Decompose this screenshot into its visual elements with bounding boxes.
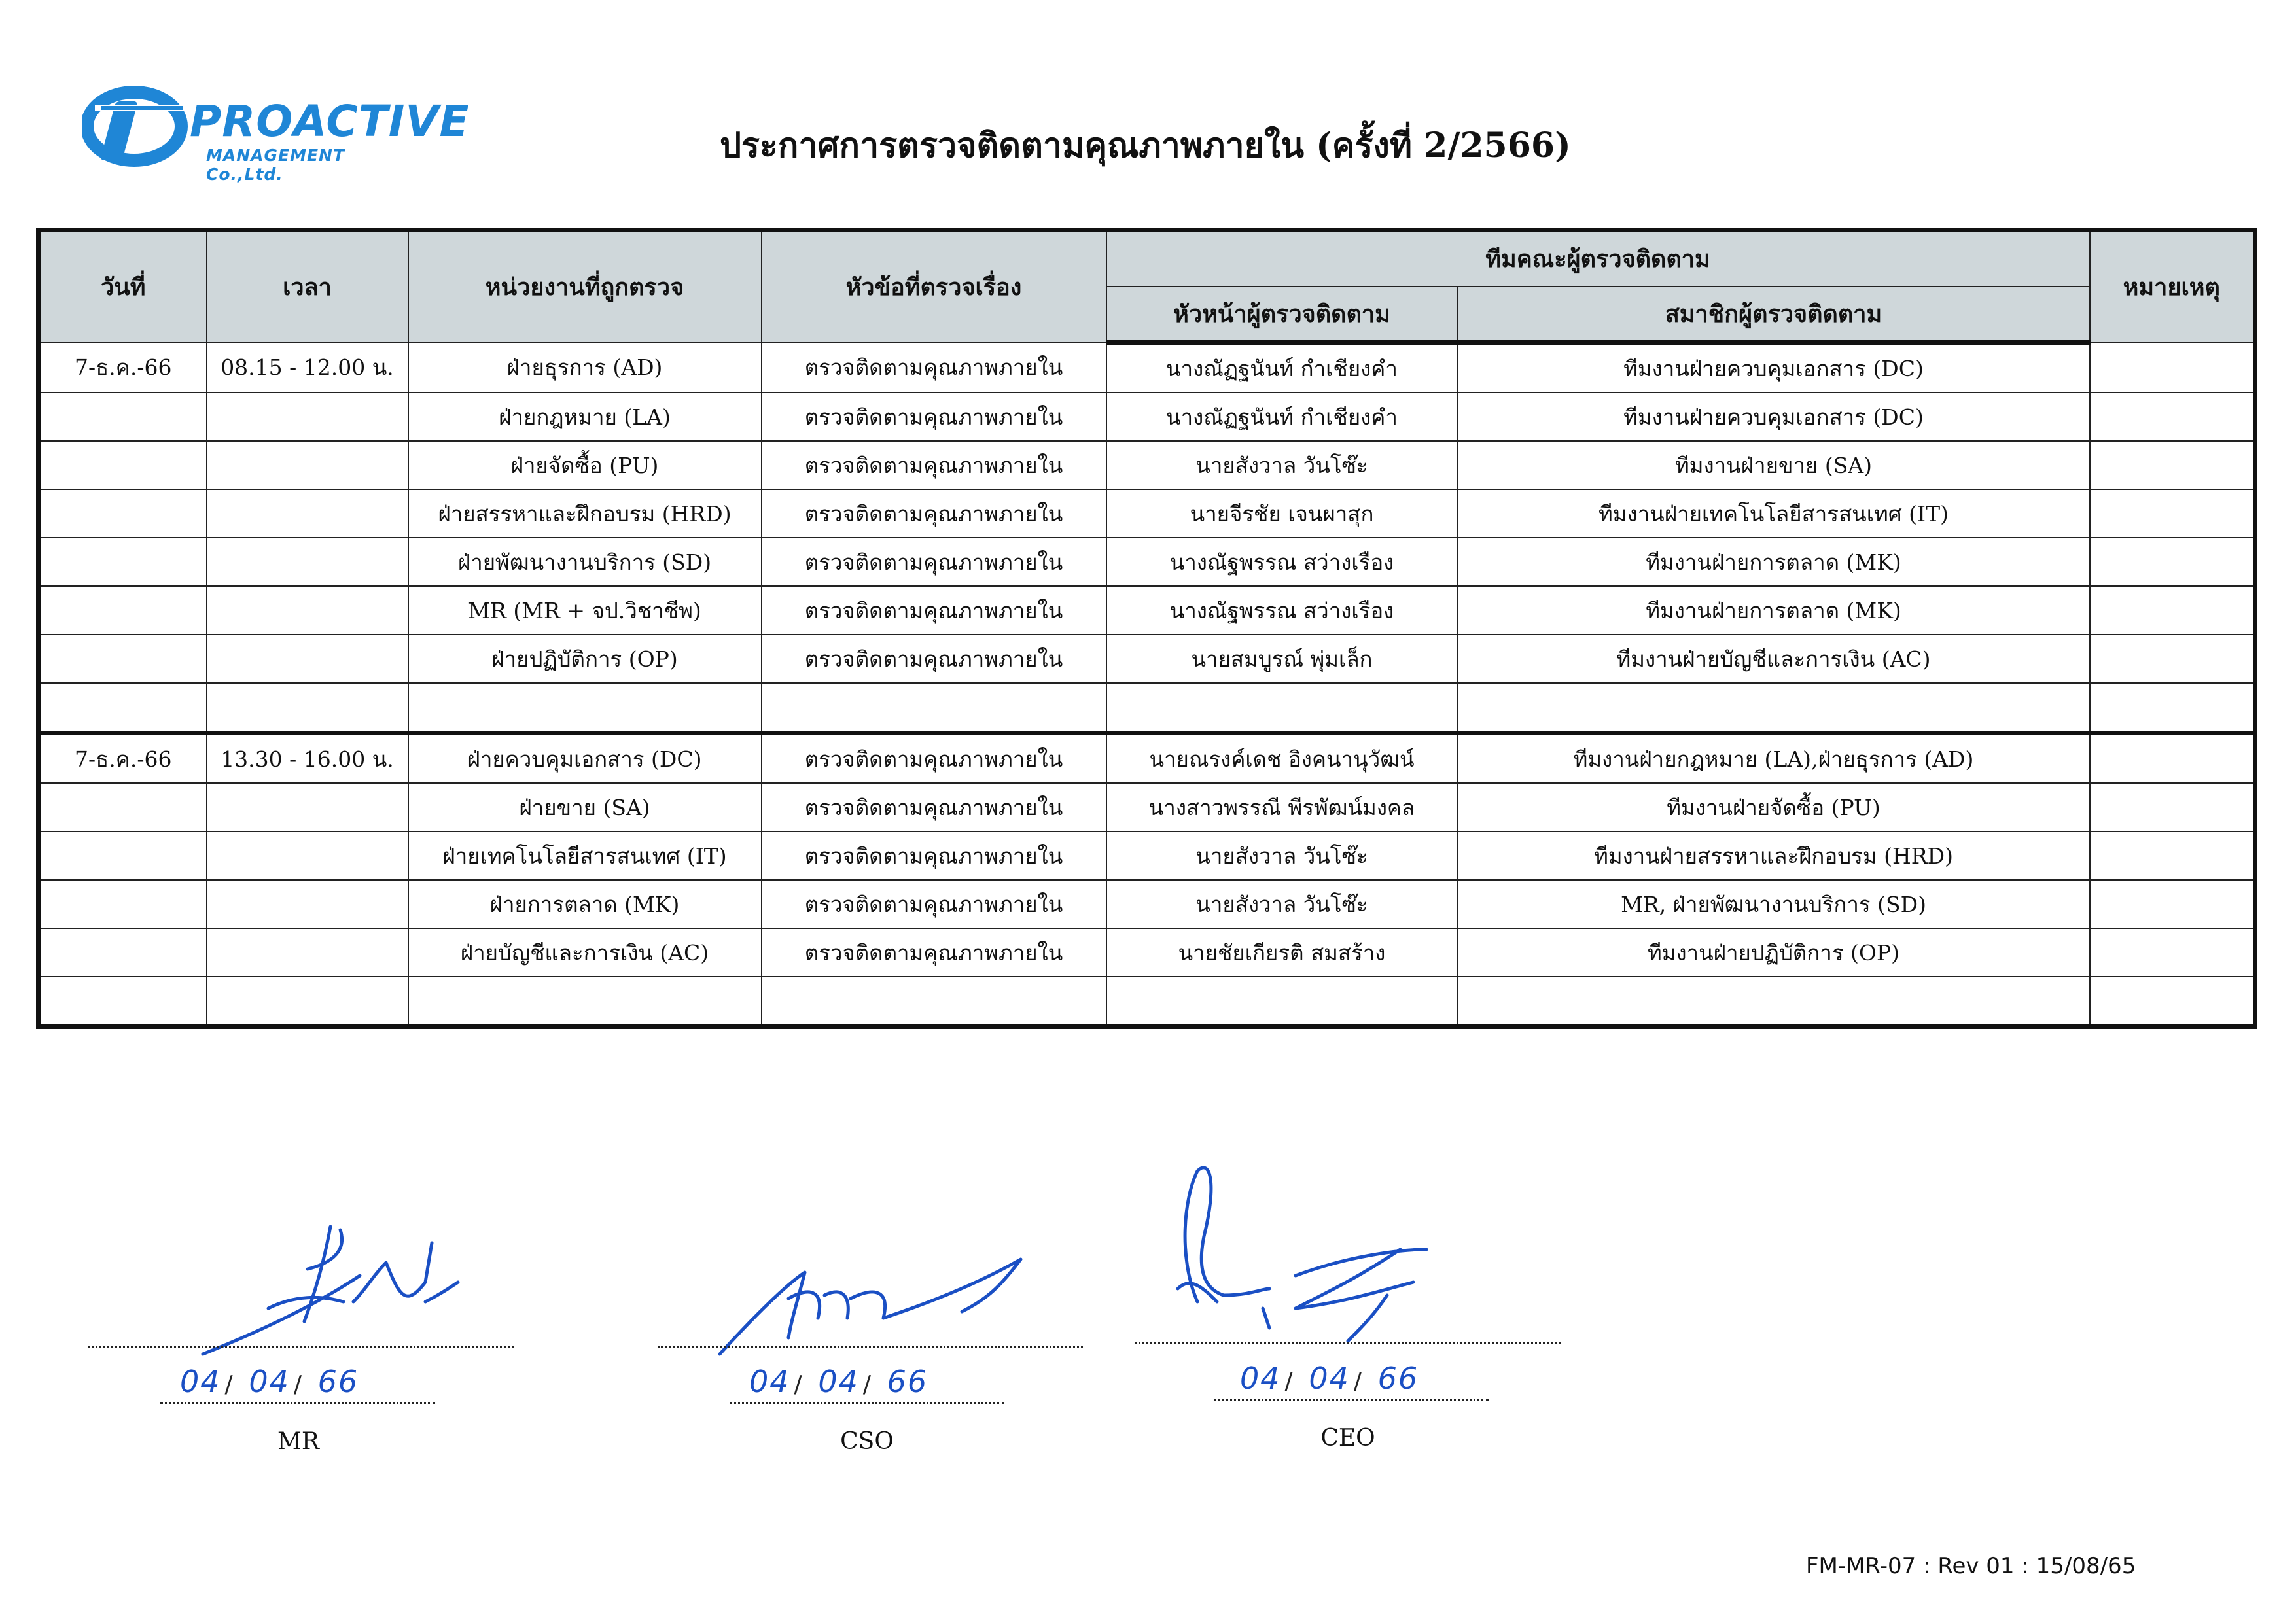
cell-team-members — [1458, 683, 2090, 733]
cell-topic: ตรวจติดตามคุณภาพภายใน — [762, 538, 1106, 586]
table-row — [39, 783, 2255, 831]
cell-topic — [762, 977, 1106, 1027]
table-row — [39, 880, 2255, 928]
cell-unit: ฝ่ายปฏิบัติการ (OP) — [408, 635, 762, 683]
date-ceo-year: 66 — [1377, 1361, 1419, 1396]
cell-time — [207, 586, 408, 635]
cell-date — [39, 928, 207, 977]
header-unit: หน่วยงานที่ถูกตรวจ — [408, 230, 762, 343]
date-separator: / — [862, 1371, 872, 1398]
date-cso-month: 04 — [818, 1364, 859, 1399]
cell-topic: ตรวจติดตามคุณภาพภายใน — [762, 489, 1106, 538]
cell-time — [207, 635, 408, 683]
cell-unit — [408, 977, 762, 1027]
date-separator: / — [293, 1371, 303, 1398]
cell-team-members: ทีมงานฝ่ายบัญชีและการเงิน (AC) — [1458, 635, 2090, 683]
cell-lead-auditor: นายชัยเกียรติ สมสร้าง — [1106, 928, 1458, 977]
table-row — [39, 393, 2255, 441]
cell-time: 13.30 - 16.00 น. — [207, 733, 408, 784]
cell-topic: ตรวจติดตามคุณภาพภายใน — [762, 783, 1106, 831]
cell-team-members: ทีมงานฝ่ายการตลาด (MK) — [1458, 586, 2090, 635]
table-row — [39, 733, 2255, 784]
cell-time — [207, 831, 408, 880]
cell-topic — [762, 683, 1106, 733]
cell-remark — [2090, 880, 2255, 928]
signature-line-cso — [658, 1346, 1083, 1348]
cell-remark — [2090, 928, 2255, 977]
header-date: วันที่ — [39, 230, 207, 343]
cell-date — [39, 586, 207, 635]
cell-team-members: ทีมงานฝ่ายเทคโนโลยีสารสนเทศ (IT) — [1458, 489, 2090, 538]
date-separator: / — [1353, 1368, 1363, 1395]
handwritten-signature-ceo — [1165, 1158, 1466, 1354]
cell-team-members: ทีมงานฝ่ายการตลาด (MK) — [1458, 538, 2090, 586]
cell-unit: ฝ่ายบัญชีและการเงิน (AC) — [408, 928, 762, 977]
cell-remark — [2090, 783, 2255, 831]
cell-team-members: ทีมงานฝ่ายกฎหมาย (LA),ฝ่ายธุรการ (AD) — [1458, 733, 2090, 784]
cell-lead-auditor: นางณัฐพรรณ สว่างเรือง — [1106, 538, 1458, 586]
cell-date — [39, 538, 207, 586]
cell-date — [39, 635, 207, 683]
cell-team-members: ทีมงานฝ่ายปฏิบัติการ (OP) — [1458, 928, 2090, 977]
cell-team-members — [1458, 977, 2090, 1027]
audit-schedule-table — [36, 228, 2257, 1029]
cell-remark — [2090, 343, 2255, 393]
date-ceo — [1240, 1361, 1419, 1396]
header-topic: หัวข้อที่ตรวจเรื่อง — [762, 230, 1106, 343]
table-row — [39, 831, 2255, 880]
cell-remark — [2090, 441, 2255, 489]
signature-line-mr — [88, 1346, 514, 1348]
cell-unit: ฝ่ายขาย (SA) — [408, 783, 762, 831]
signature-cso — [713, 1246, 1027, 1357]
date-cso-day: 04 — [749, 1364, 790, 1399]
handwritten-signature-mr — [190, 1223, 465, 1361]
cell-lead-auditor: นายสังวาล วันโซ๊ะ — [1106, 831, 1458, 880]
cell-time — [207, 538, 408, 586]
table-row — [39, 635, 2255, 683]
cell-time — [207, 928, 408, 977]
date-separator: / — [224, 1371, 234, 1398]
cell-date — [39, 489, 207, 538]
cell-team-members: ทีมงานฝ่ายสรรหาและฝึกอบรม (HRD) — [1458, 831, 2090, 880]
cell-unit: ฝ่ายสรรหาและฝึกอบรม (HRD) — [408, 489, 762, 538]
table-row — [39, 683, 2255, 733]
cell-date — [39, 831, 207, 880]
header-audit-team: ทีมคณะผู้ตรวจติดตาม — [1106, 230, 2090, 287]
table-row — [39, 489, 2255, 538]
date-mr-year: 66 — [317, 1364, 359, 1399]
cell-lead-auditor: นางณัฏฐนันท์ กำเชียงคำ — [1106, 393, 1458, 441]
cell-date: 7-ธ.ค.-66 — [39, 343, 207, 393]
table-row — [39, 977, 2255, 1027]
cell-topic: ตรวจติดตามคุณภาพภายใน — [762, 393, 1106, 441]
logo-name: PROACTIVE — [190, 96, 470, 147]
cell-date — [39, 393, 207, 441]
cell-unit — [408, 683, 762, 733]
cell-lead-auditor — [1106, 977, 1458, 1027]
cell-topic: ตรวจติดตามคุณภาพภายใน — [762, 733, 1106, 784]
table-row — [39, 343, 2255, 393]
cell-unit: ฝ่ายจัดซื้อ (PU) — [408, 441, 762, 489]
signature-mr — [190, 1223, 465, 1361]
role-mr: MR — [277, 1428, 319, 1455]
date-mr — [180, 1364, 359, 1399]
cell-unit: ฝ่ายควบคุมเอกสาร (DC) — [408, 733, 762, 784]
cell-unit: MR (MR + จป.วิชาชีพ) — [408, 586, 762, 635]
cell-team-members: MR, ฝ่ายพัฒนางานบริการ (SD) — [1458, 880, 2090, 928]
cell-lead-auditor: นางสาวพรรณี พีรพัฒน์มงคล — [1106, 783, 1458, 831]
cell-topic: ตรวจติดตามคุณภาพภายใน — [762, 586, 1106, 635]
cell-unit: ฝ่ายเทคโนโลยีสารสนเทศ (IT) — [408, 831, 762, 880]
table-row — [39, 441, 2255, 489]
signature-ceo — [1165, 1158, 1466, 1354]
handwritten-signature-cso — [713, 1246, 1027, 1357]
cell-lead-auditor — [1106, 683, 1458, 733]
cell-date: 7-ธ.ค.-66 — [39, 733, 207, 784]
cell-time — [207, 683, 408, 733]
cell-time — [207, 977, 408, 1027]
table-row — [39, 586, 2255, 635]
cell-lead-auditor: นายสังวาล วันโซ๊ะ — [1106, 880, 1458, 928]
cell-team-members: ทีมงานฝ่ายควบคุมเอกสาร (DC) — [1458, 343, 2090, 393]
cell-lead-auditor: นางณัฏฐนันท์ กำเชียงคำ — [1106, 343, 1458, 393]
date-line-cso — [730, 1402, 1004, 1404]
date-line-ceo — [1214, 1399, 1489, 1401]
cell-remark — [2090, 831, 2255, 880]
logo-subtitle: MANAGEMENT Co.,Ltd. — [206, 146, 345, 184]
cell-unit: ฝ่ายธุรการ (AD) — [408, 343, 762, 393]
cell-time — [207, 441, 408, 489]
cell-time: 08.15 - 12.00 น. — [207, 343, 408, 393]
cell-topic: ตรวจติดตามคุณภาพภายใน — [762, 928, 1106, 977]
cell-date — [39, 880, 207, 928]
role-cso: CSO — [840, 1428, 894, 1455]
header-remark: หมายเหตุ — [2090, 230, 2255, 343]
cell-lead-auditor: นางณัฐพรรณ สว่างเรือง — [1106, 586, 1458, 635]
cell-topic: ตรวจติดตามคุณภาพภายใน — [762, 880, 1106, 928]
cell-date — [39, 683, 207, 733]
cell-date — [39, 783, 207, 831]
cell-time — [207, 393, 408, 441]
date-cso-year: 66 — [887, 1364, 928, 1399]
cell-remark — [2090, 683, 2255, 733]
date-separator: / — [794, 1371, 804, 1398]
proactive-logo-icon — [82, 82, 193, 170]
cell-unit: ฝ่ายกฎหมาย (LA) — [408, 393, 762, 441]
date-separator: / — [1284, 1368, 1294, 1395]
cell-time — [207, 783, 408, 831]
cell-topic: ตรวจติดตามคุณภาพภายใน — [762, 635, 1106, 683]
page-title: ประกาศการตรวจติดตามคุณภาพภายใน (ครั้งที่ 2/2566) — [720, 126, 1571, 166]
signature-line-ceo — [1135, 1342, 1561, 1344]
form-code: FM-MR-07 : Rev 01 : 15/08/65 — [1806, 1553, 2136, 1579]
cell-date — [39, 441, 207, 489]
cell-remark — [2090, 586, 2255, 635]
cell-time — [207, 880, 408, 928]
company-logo — [82, 82, 470, 184]
date-mr-month: 04 — [249, 1364, 290, 1399]
header-team-members: สมาชิกผู้ตรวจติดตาม — [1458, 287, 2090, 343]
cell-lead-auditor: นายจีรชัย เจนผาสุก — [1106, 489, 1458, 538]
table-row — [39, 538, 2255, 586]
cell-time — [207, 489, 408, 538]
date-line-mr — [160, 1402, 435, 1404]
date-cso — [749, 1364, 928, 1399]
cell-topic: ตรวจติดตามคุณภาพภายใน — [762, 441, 1106, 489]
cell-lead-auditor: นายณรงค์เดช อิงคนานุวัฒน์ — [1106, 733, 1458, 784]
cell-remark — [2090, 635, 2255, 683]
date-ceo-day: 04 — [1240, 1361, 1281, 1396]
cell-unit: ฝ่ายการตลาด (MK) — [408, 880, 762, 928]
schedule-rows — [39, 343, 2255, 1027]
cell-team-members: ทีมงานฝ่ายจัดซื้อ (PU) — [1458, 783, 2090, 831]
cell-topic: ตรวจติดตามคุณภาพภายใน — [762, 343, 1106, 393]
cell-unit: ฝ่ายพัฒนางานบริการ (SD) — [408, 538, 762, 586]
cell-remark — [2090, 733, 2255, 784]
role-ceo: CEO — [1320, 1425, 1375, 1452]
cell-lead-auditor: นายสังวาล วันโซ๊ะ — [1106, 441, 1458, 489]
cell-topic: ตรวจติดตามคุณภาพภายใน — [762, 831, 1106, 880]
date-mr-day: 04 — [180, 1364, 221, 1399]
cell-remark — [2090, 393, 2255, 441]
table-row — [39, 928, 2255, 977]
cell-lead-auditor: นายสมบูรณ์ พุ่มเล็ก — [1106, 635, 1458, 683]
header-lead-auditor: หัวหน้าผู้ตรวจติดตาม — [1106, 287, 1458, 343]
cell-date — [39, 977, 207, 1027]
cell-team-members: ทีมงานฝ่ายขาย (SA) — [1458, 441, 2090, 489]
cell-remark — [2090, 977, 2255, 1027]
cell-remark — [2090, 489, 2255, 538]
date-ceo-month: 04 — [1309, 1361, 1350, 1396]
cell-remark — [2090, 538, 2255, 586]
cell-team-members: ทีมงานฝ่ายควบคุมเอกสาร (DC) — [1458, 393, 2090, 441]
header-time: เวลา — [207, 230, 408, 343]
